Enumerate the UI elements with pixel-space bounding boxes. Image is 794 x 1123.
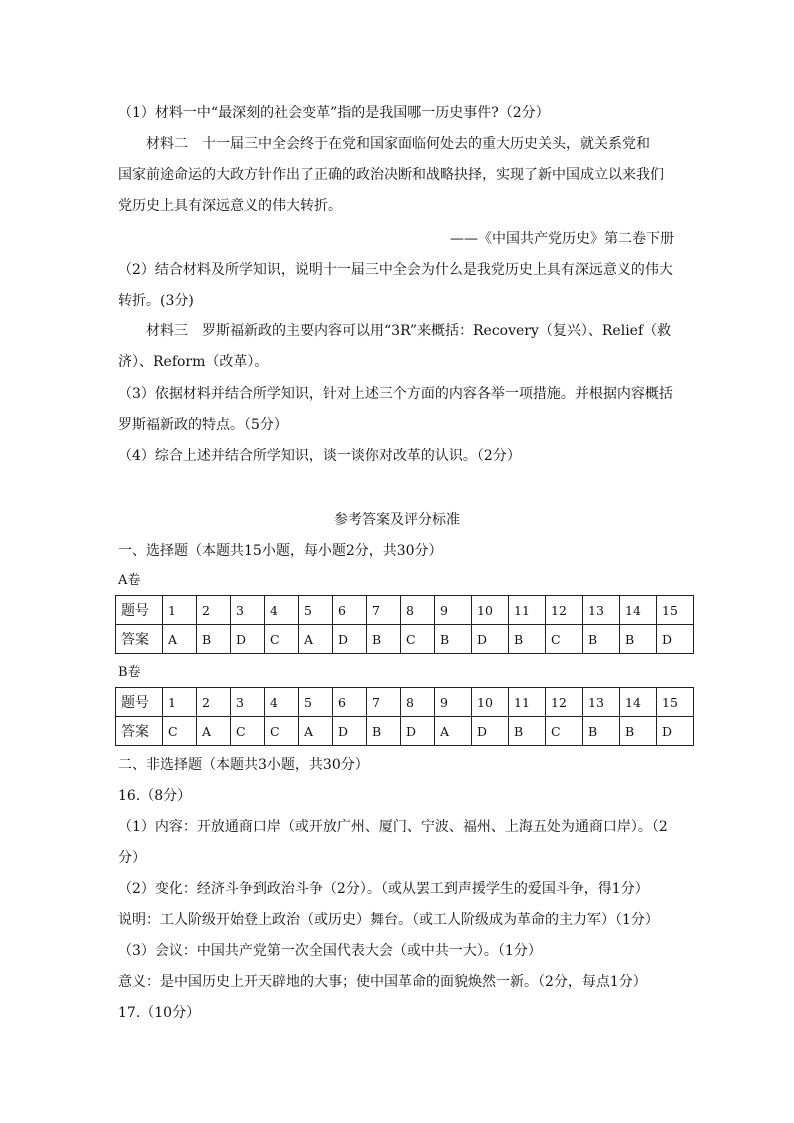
answer-cell: C xyxy=(231,717,265,746)
question-number: 1 xyxy=(163,688,197,717)
answer-16-2: （2）变化：经济斗争到政治斗争（2分）。（或从罢工到声援学生的爱国斗争，得1分） xyxy=(118,881,649,897)
question-number: 2 xyxy=(197,688,231,717)
material-2-line-1: 材料二 十一届三中全会终于在党和国家面临何处去的重大历史关头，就关系党和 xyxy=(146,136,650,152)
question-number: 10 xyxy=(472,596,509,625)
table-b-label: B卷 xyxy=(118,665,141,680)
material-3-line-2: 济）、Reform（改革）。 xyxy=(118,354,269,370)
question-number: 14 xyxy=(620,596,657,625)
table-row xyxy=(116,625,694,654)
answer-cell: A xyxy=(299,717,333,746)
question-number: 13 xyxy=(583,688,620,717)
material-3-line-1: 材料三 罗斯福新政的主要内容可以用“3R”来概括：Recovery（复兴）、Relief（救 xyxy=(146,323,672,339)
question-number: 4 xyxy=(265,688,299,717)
answer-cell: C xyxy=(265,717,299,746)
table-row xyxy=(116,717,694,746)
answer-table-a xyxy=(115,595,694,654)
row-header: 题号 xyxy=(116,596,163,625)
question-number: 15 xyxy=(657,596,694,625)
question-number: 7 xyxy=(367,596,401,625)
question-3-line-1: （3）依据材料并结合所学知识，针对上述三个方面的内容各举一项措施。并根据内容概括 xyxy=(118,386,673,402)
row-header: 答案 xyxy=(116,625,163,654)
question-16-title: 16.（8分） xyxy=(118,788,192,804)
answer-cell: B xyxy=(367,625,401,654)
answer-cell: D xyxy=(472,625,509,654)
table-row xyxy=(116,596,694,625)
material-2-source: ——《中国共产党历史》第二卷下册 xyxy=(450,231,674,247)
answer-cell: D xyxy=(231,625,265,654)
question-number: 3 xyxy=(231,596,265,625)
answer-16-3-note: 意义：是中国历史上开天辟地的大事；使中国革命的面貌焕然一新。（2分，每点1分） xyxy=(118,974,647,990)
question-1: （1）材料一中“最深刻的社会变革”指的是我国哪一历史事件?（2分） xyxy=(118,105,550,121)
answer-cell: A xyxy=(299,625,333,654)
answer-cell: D xyxy=(657,625,694,654)
answer-16-2-note: 说明：工人阶级开始登上政治（或历史）舞台。（或工人阶级成为革命的主力军）（1分） xyxy=(118,912,659,928)
answer-cell: B xyxy=(620,625,657,654)
answers-title: 参考答案及评分标准 xyxy=(334,512,460,528)
answer-cell: C xyxy=(546,717,583,746)
question-number: 9 xyxy=(435,688,472,717)
question-number: 15 xyxy=(657,688,694,717)
question-number: 11 xyxy=(509,596,546,625)
question-number: 3 xyxy=(231,688,265,717)
question-number: 8 xyxy=(401,688,435,717)
section-2-heading: 二、非选择题（本题共3小题，共30分） xyxy=(118,757,369,773)
answer-16-1-line-2: 分） xyxy=(118,850,146,866)
answer-cell: B xyxy=(197,625,231,654)
question-number: 1 xyxy=(163,596,197,625)
answer-cell: B xyxy=(583,717,620,746)
answer-cell: B xyxy=(583,625,620,654)
question-number: 6 xyxy=(333,688,367,717)
question-number: 6 xyxy=(333,596,367,625)
answer-16-3: （3）会议：中国共产党第一次全国代表大会（或中共一大）。（1分） xyxy=(118,943,542,959)
question-number: 8 xyxy=(401,596,435,625)
question-number: 5 xyxy=(299,596,333,625)
question-17-title: 17.（10分） xyxy=(118,1005,201,1021)
answer-cell: B xyxy=(509,625,546,654)
answer-cell: D xyxy=(401,717,435,746)
table-row xyxy=(116,688,694,717)
question-4: （4）综合上述并结合所学知识，谈一谈你对改革的认识。（2分） xyxy=(118,448,521,464)
material-2-line-3: 党历史上具有深远意义的伟大转折。 xyxy=(118,198,342,214)
question-2-line-2: 转折。(3分) xyxy=(118,293,194,309)
question-2-line-1: （2）结合材料及所学知识，说明十一届三中全会为什么是我党历史上具有深远意义的伟大 xyxy=(118,262,673,278)
answer-cell: C xyxy=(401,625,435,654)
question-number: 13 xyxy=(583,596,620,625)
answer-cell: B xyxy=(367,717,401,746)
question-number: 2 xyxy=(197,596,231,625)
answer-cell: B xyxy=(620,717,657,746)
question-number: 12 xyxy=(546,596,583,625)
answer-cell: A xyxy=(435,717,472,746)
question-number: 12 xyxy=(546,688,583,717)
answer-cell: A xyxy=(197,717,231,746)
answer-16-1-line-1: （1）内容：开放通商口岸（或开放广州、厦门、宁波、福州、上海五处为通商口岸）。（2 xyxy=(118,819,668,835)
answer-table-b xyxy=(115,687,694,746)
answer-cell: B xyxy=(435,625,472,654)
question-number: 10 xyxy=(472,688,509,717)
question-number: 14 xyxy=(620,688,657,717)
question-number: 7 xyxy=(367,688,401,717)
question-number: 11 xyxy=(509,688,546,717)
answer-cell: C xyxy=(546,625,583,654)
table-a-label: A卷 xyxy=(118,573,141,588)
row-header: 答案 xyxy=(116,717,163,746)
question-number: 5 xyxy=(299,688,333,717)
answer-cell: D xyxy=(333,717,367,746)
question-3-line-2: 罗斯福新政的特点。（5分） xyxy=(118,417,288,433)
answer-cell: D xyxy=(333,625,367,654)
answer-cell: D xyxy=(657,717,694,746)
answer-cell: B xyxy=(509,717,546,746)
answer-cell: A xyxy=(163,625,197,654)
section-1-heading: 一、选择题（本题共15小题，每小题2分，共30分） xyxy=(118,543,443,559)
answer-cell: D xyxy=(472,717,509,746)
answer-cell: C xyxy=(163,717,197,746)
question-number: 4 xyxy=(265,596,299,625)
answer-cell: C xyxy=(265,625,299,654)
material-2-line-2: 国家前途命运的大政方针作出了正确的政治决断和战略抉择，实现了新中国成立以来我们 xyxy=(118,167,664,183)
question-number: 9 xyxy=(435,596,472,625)
row-header: 题号 xyxy=(116,688,163,717)
